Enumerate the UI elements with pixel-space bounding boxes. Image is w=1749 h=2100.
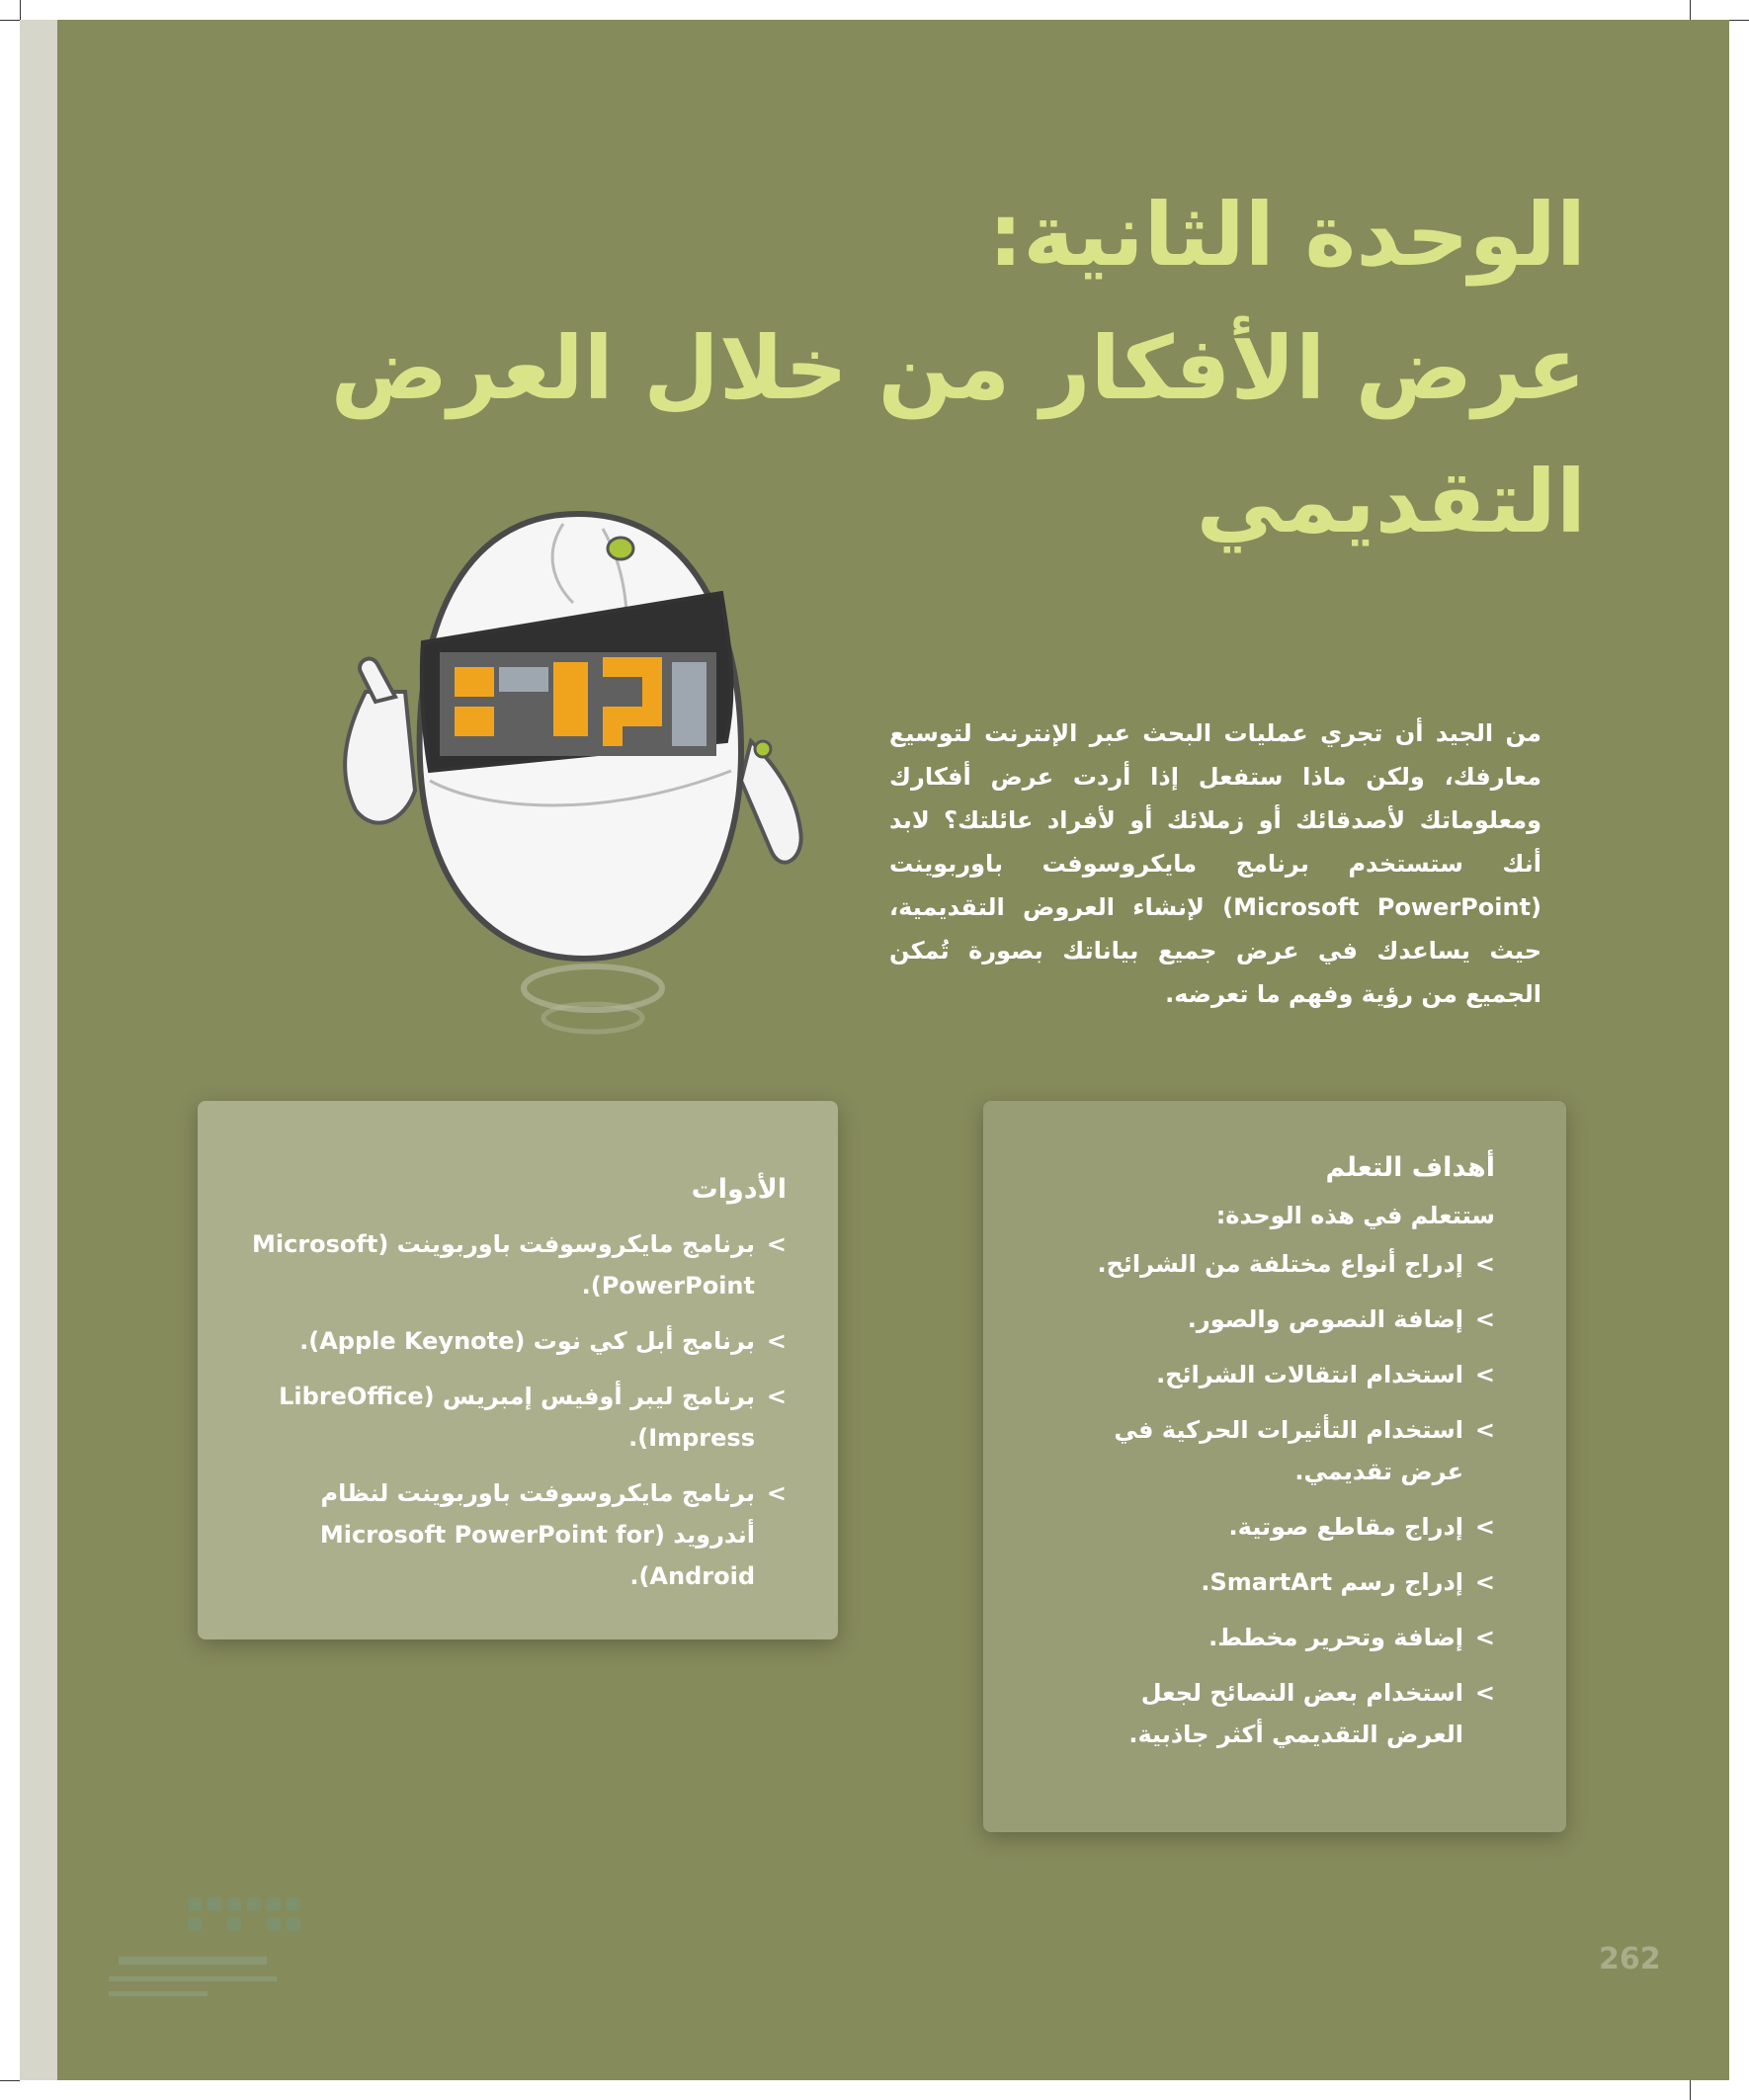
unit-title-line-3: التقديمي xyxy=(1196,451,1586,552)
bullet-marker: > xyxy=(766,1479,787,1507)
tool-item xyxy=(233,1472,787,1597)
bullet-marker: > xyxy=(1474,1361,1495,1388)
unit-title-line-2: عرض الأفكار من خلال العرض xyxy=(330,317,1586,419)
goal-item xyxy=(1060,1617,1495,1658)
intro-paragraph: من الجيد أن تجري عمليات البحث عبر الإنترنت لتوسيع معارفك، ولكن ماذا ستفعل إذا أردت عرض أفكارك ومعلوماتك لأصدقائك أو زملائك أو لأفراد عائلتك؟ لابد أنك ستستخدم برنامج مايكروسوفت باوربوينت (Microsoft PowerPoint) لإنشاء العروض التقديمية، حيث يساعدك في عرض جميع بياناتك بصورة تُمكن الجميع من رؤية وفهم ما تعرضه. xyxy=(889,719,1541,1008)
goal-item xyxy=(1060,1672,1495,1755)
robot-display-grid xyxy=(440,652,716,756)
page-number: 262 xyxy=(1599,1942,1661,1976)
unit-title-line-1: الوحدة الثانية: xyxy=(988,184,1586,286)
bullet-marker: > xyxy=(766,1327,787,1355)
tool-item xyxy=(233,1376,787,1459)
crop-mark xyxy=(0,2080,20,2081)
goal-item-text: إضافة النصوص والصور. xyxy=(1187,1305,1463,1333)
goal-item-text: استخدام التأثيرات الحركية في عرض تقديمي. xyxy=(1114,1416,1463,1485)
page xyxy=(20,20,1729,2080)
goal-item-text: إضافة وتحرير مخطط. xyxy=(1208,1624,1463,1651)
goal-item-text: إدراج أنواع مختلفة من الشرائح. xyxy=(1097,1250,1463,1278)
bullet-marker: > xyxy=(766,1230,787,1258)
crop-mark xyxy=(0,20,20,21)
bullet-marker: > xyxy=(766,1383,787,1410)
bullet-marker: > xyxy=(1474,1513,1495,1541)
bullet-marker: > xyxy=(1474,1679,1495,1707)
goal-item-text: استخدام انتقالات الشرائح. xyxy=(1156,1361,1463,1388)
bullet-marker: > xyxy=(1474,1568,1495,1596)
goal-item xyxy=(1060,1561,1495,1603)
ministry-logo-watermark xyxy=(79,1888,306,2016)
tool-item-text: برنامج مايكروسوفت باوربوينت (Microsoft PowerPoint). xyxy=(251,1230,755,1300)
tools-heading: الأدوات xyxy=(691,1174,787,1205)
goal-item xyxy=(1060,1299,1495,1340)
crop-mark xyxy=(20,0,21,20)
bullet-marker: > xyxy=(1474,1624,1495,1651)
tool-item xyxy=(233,1320,787,1362)
learning-goals-intro: ستتعلم في هذه الوحدة: xyxy=(1215,1202,1495,1229)
goal-item-text: استخدام بعض النصائح لجعل العرض التقديمي أكثر جاذبية. xyxy=(1128,1679,1463,1748)
goal-item-text: إدراج رسم SmartArt. xyxy=(1201,1568,1463,1596)
bullet-marker: > xyxy=(1474,1250,1495,1278)
tool-item-text: برنامج ليبر أوفيس إمبريس (LibreOffice Impress). xyxy=(279,1383,755,1452)
crop-mark xyxy=(1690,0,1691,20)
robot-mascot-illustration xyxy=(306,494,840,1048)
tool-item xyxy=(233,1223,787,1306)
crop-mark xyxy=(1729,20,1749,21)
goal-item xyxy=(1060,1506,1495,1548)
tool-item-text: برنامج مايكروسوفت باوربوينت لنظام أندرويد (Microsoft PowerPoint for Android). xyxy=(319,1479,755,1590)
bullet-marker: > xyxy=(1474,1416,1495,1444)
page-edge-strip xyxy=(20,20,57,2080)
goal-item xyxy=(1060,1243,1495,1285)
tool-item-text: برنامج أبل كي نوت (Apple Keynote). xyxy=(299,1327,755,1355)
crop-mark xyxy=(1690,2080,1691,2100)
tools-box xyxy=(198,1101,838,1639)
goal-item xyxy=(1060,1409,1495,1492)
bullet-marker: > xyxy=(1474,1305,1495,1333)
goal-item xyxy=(1060,1354,1495,1395)
learning-goals-box xyxy=(983,1101,1566,1832)
learning-goals-heading: أهداف التعلم xyxy=(1325,1152,1495,1183)
goal-item-text: إدراج مقاطع صوتية. xyxy=(1228,1513,1463,1541)
